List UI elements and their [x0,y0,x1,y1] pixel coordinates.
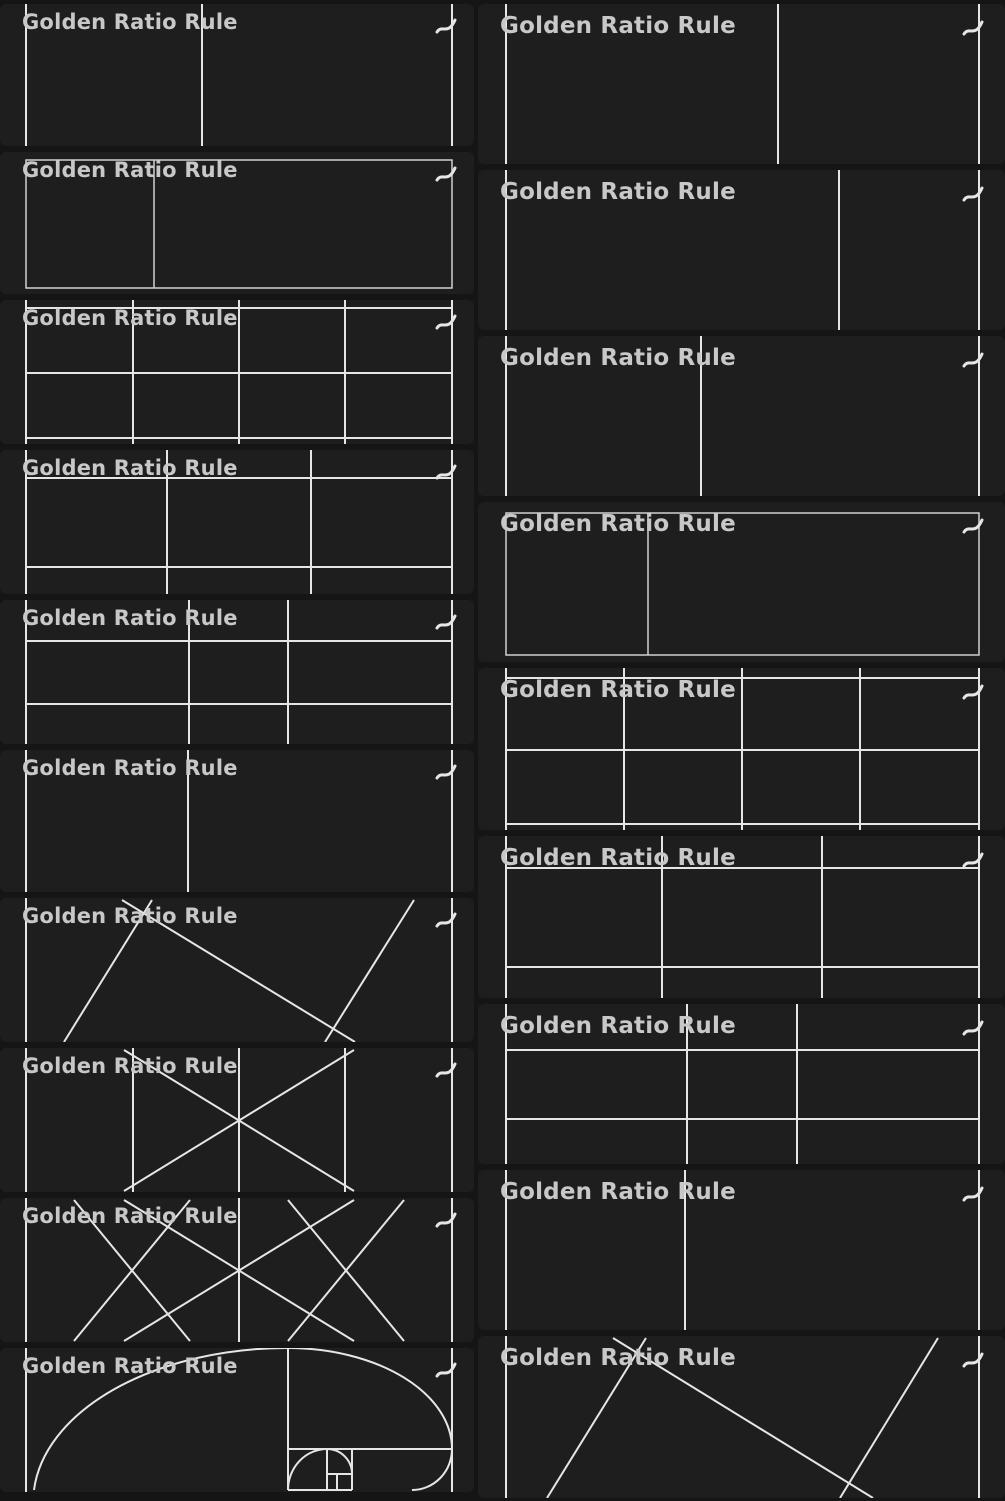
preset-title: Golden Ratio Rule [500,1345,736,1371]
brush-stroke-icon [961,516,985,540]
preset-card[interactable] [0,1048,474,1192]
brush-stroke-icon [961,682,985,706]
preset-card[interactable] [0,750,474,892]
preset-card[interactable] [478,1336,1005,1498]
preset-title: Golden Ratio Rule [500,845,736,871]
preset-title: Golden Ratio Rule [500,1179,736,1205]
preset-title: Golden Ratio Rule [22,306,238,330]
brush-stroke-icon [434,762,458,786]
preset-card[interactable] [0,600,474,744]
preset-card[interactable] [0,4,474,146]
preset-title: Golden Ratio Rule [22,10,238,34]
preset-card[interactable] [478,1170,1005,1330]
brush-stroke-icon [434,16,458,40]
preset-title: Golden Ratio Rule [22,456,238,480]
preset-card[interactable] [0,1348,474,1492]
preset-card[interactable] [478,336,1005,496]
preset-card[interactable] [0,152,474,294]
brush-stroke-icon [434,612,458,636]
brush-stroke-icon [434,1060,458,1084]
preset-card[interactable] [478,4,1005,164]
brush-stroke-icon [961,1018,985,1042]
brush-stroke-icon [961,1184,985,1208]
preset-card[interactable] [478,836,1005,998]
preset-card[interactable] [0,300,474,444]
preset-card[interactable] [0,450,474,594]
preset-title: Golden Ratio Rule [22,158,238,182]
preset-title: Golden Ratio Rule [500,677,736,703]
brush-stroke-icon [434,462,458,486]
preset-title: Golden Ratio Rule [500,13,736,39]
preset-title: Golden Ratio Rule [22,606,238,630]
preset-title: Golden Ratio Rule [500,511,736,537]
brush-stroke-icon [434,164,458,188]
preset-card[interactable] [478,668,1005,830]
brush-stroke-icon [961,184,985,208]
brush-stroke-icon [434,1360,458,1384]
preset-card[interactable] [478,1004,1005,1164]
preset-title: Golden Ratio Rule [500,179,736,205]
preset-title: Golden Ratio Rule [500,1013,736,1039]
preset-card[interactable] [0,898,474,1042]
preset-card[interactable] [478,170,1005,330]
preset-title: Golden Ratio Rule [22,756,238,780]
preset-card[interactable] [0,1198,474,1342]
brush-stroke-icon [961,18,985,42]
preset-title: Golden Ratio Rule [22,1054,238,1078]
brush-stroke-icon [434,910,458,934]
preset-title: Golden Ratio Rule [22,904,238,928]
brush-stroke-icon [961,850,985,874]
preset-title: Golden Ratio Rule [22,1354,238,1378]
brush-stroke-icon [434,1210,458,1234]
brush-stroke-icon [961,350,985,374]
preset-card[interactable] [478,502,1005,662]
brush-stroke-icon [961,1350,985,1374]
preset-title: Golden Ratio Rule [22,1204,238,1228]
preset-title: Golden Ratio Rule [500,345,736,371]
brush-stroke-icon [434,312,458,336]
